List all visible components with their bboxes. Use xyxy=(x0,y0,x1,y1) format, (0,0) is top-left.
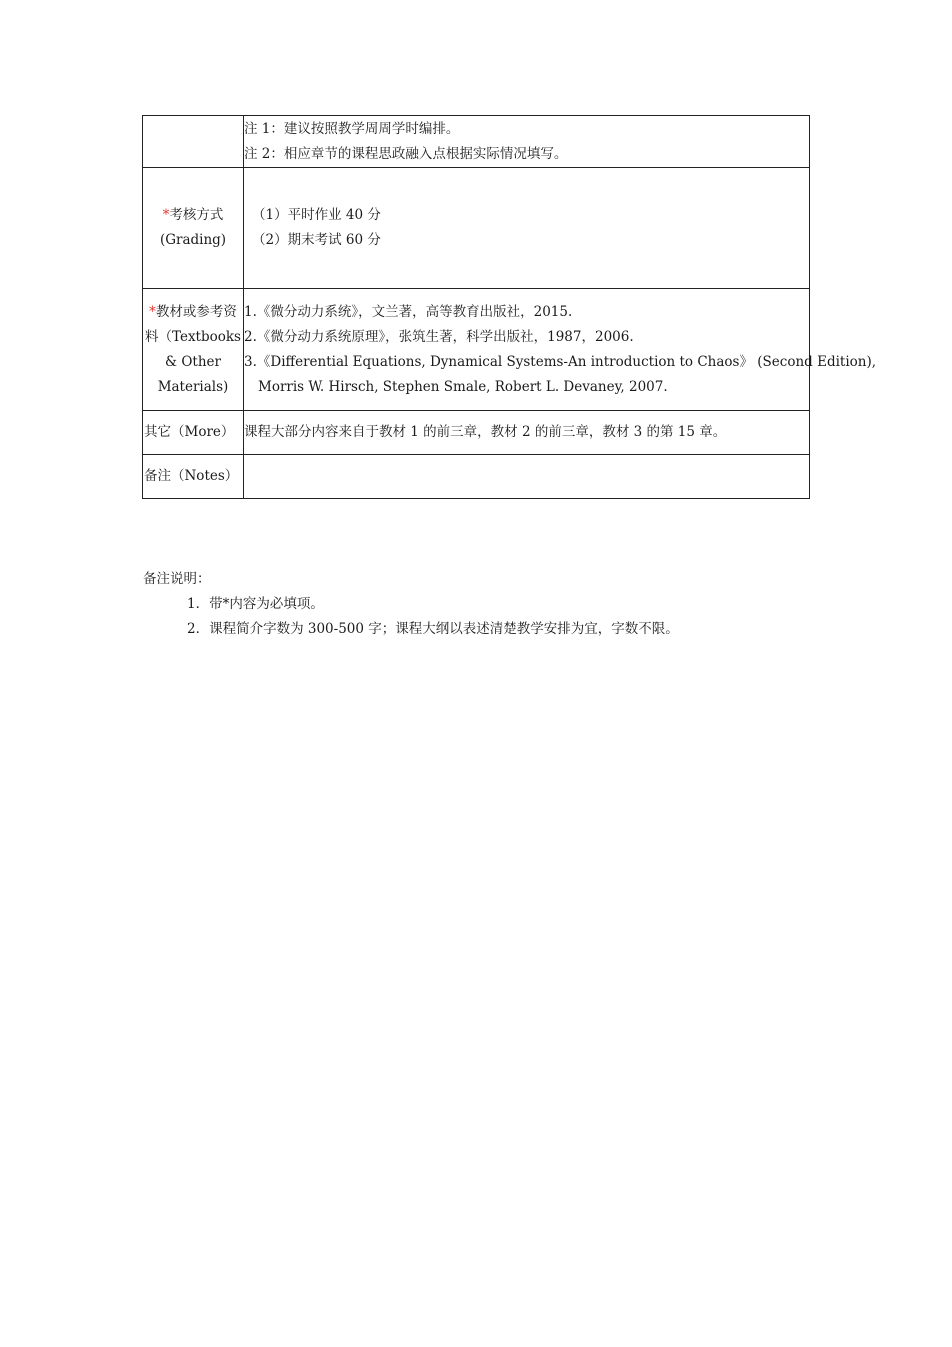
notes-content-cell xyxy=(244,455,810,499)
note-line-2: 注 2：相应章节的课程思政融入点根据实际情况填写。 xyxy=(244,145,568,162)
footnote-item: 2．课程简介字数为 300-500 字；课程大纲以表述清楚教学安排为宜，字数不限。 xyxy=(187,621,679,637)
required-mark: * xyxy=(162,207,170,223)
grading-label-cell xyxy=(143,168,244,289)
notes-top-content-cell xyxy=(244,116,810,168)
more-label-cell: 其它（More） xyxy=(143,411,244,455)
footnote-list xyxy=(143,592,679,642)
grading-content-cell xyxy=(244,168,810,289)
grading-item-final-exam: （2）期末考试 60 分 xyxy=(252,232,381,248)
textbook-item-1: 1.《微分动力系统》，文兰著，高等教育出版社，2015. xyxy=(244,303,573,320)
more-content-cell: 课程大部分内容来自于教材 1 的前三章，教材 2 的前三章，教材 3 的第 15 章。 xyxy=(244,411,810,455)
note-line-1: 注 1：建议按照教学周周学时编排。 xyxy=(244,120,460,137)
notes-top-label-cell xyxy=(143,116,244,168)
grading-label-en: (Grading) xyxy=(159,232,227,248)
grading-item-homework: （1）平时作业 40 分 xyxy=(252,207,381,223)
footnote-section xyxy=(143,567,679,642)
textbooks-label-line-4: Materials) xyxy=(157,378,229,395)
table-row-grading xyxy=(143,168,810,289)
textbooks-label-cell xyxy=(143,289,244,411)
textbooks-label-line-1 xyxy=(143,300,243,325)
table-row-textbooks xyxy=(143,289,810,411)
textbook-item-3: 3.《Differential Equations, Dynamical Systems-An introduction to Chaos》 (Second Edition), xyxy=(244,353,877,370)
table-row-notes-top xyxy=(143,116,810,168)
syllabus-table xyxy=(142,115,877,499)
textbook-item-3-continued: Morris W. Hirsch, Stephen Smale, Robert L. Devaney, 2007. xyxy=(258,378,668,395)
textbook-item-2: 2.《微分动力系统原理》，张筑生著，科学出版社，1987，2006. xyxy=(244,328,634,345)
textbooks-content-cell xyxy=(244,289,877,411)
grading-label-cn xyxy=(143,203,243,228)
textbooks-label-line-2: 料（Textbooks xyxy=(145,328,241,345)
notes-label-cell: 备注（Notes） xyxy=(143,455,244,499)
textbooks-label-line-1-text: 教材或参考资 xyxy=(155,303,237,320)
textbooks-label-line-3: & Other xyxy=(165,353,221,370)
grading-label-cn-text: 考核方式 xyxy=(169,207,224,223)
table-row-more xyxy=(143,411,810,455)
table-row-notes xyxy=(143,455,810,499)
required-mark: * xyxy=(149,303,156,320)
footnote-title: 备注说明： xyxy=(143,571,211,587)
footnote-item: 1．带*内容为必填项。 xyxy=(187,596,324,612)
